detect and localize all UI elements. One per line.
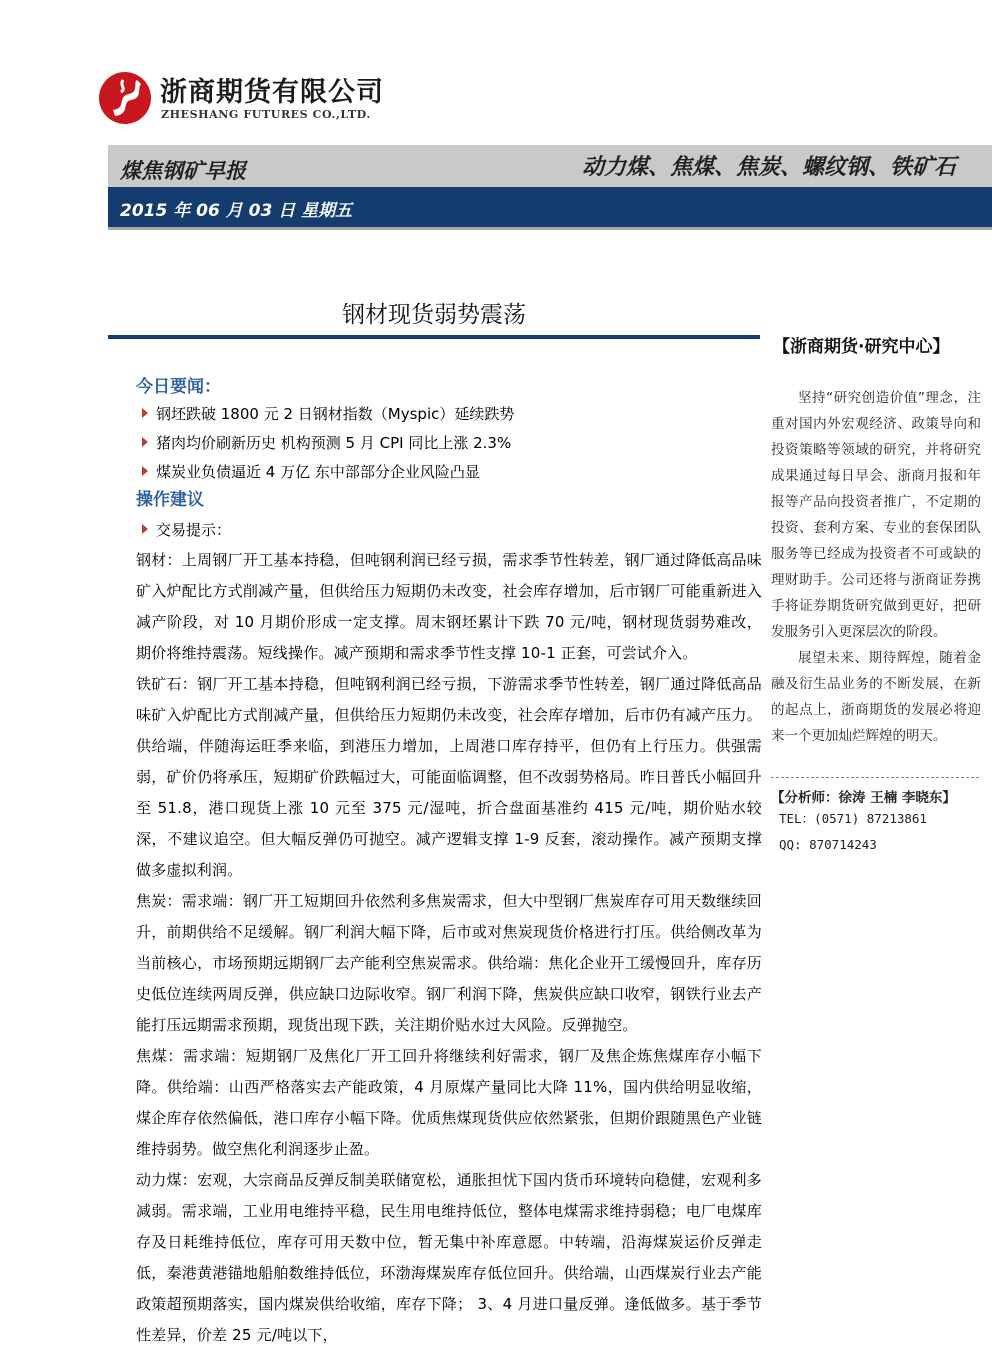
report-scope: 动力煤、焦煤、焦炭、螺纹钢、铁矿石 — [581, 155, 956, 180]
news-title: 今日要闻： — [136, 377, 221, 397]
company-logo-icon — [97, 70, 153, 126]
company-name-en: ZHESHANG FUTURES CO.,LTD. — [161, 108, 371, 121]
contact-tel: TEL：(0571) 87213861 — [779, 811, 927, 826]
analyst-names: 【分析师：徐涛 王楠 李晓东】 — [771, 790, 956, 806]
advice-title: 操作建议 — [136, 490, 204, 510]
report-name: 煤焦钢矿早报 — [120, 159, 246, 183]
bullet-arrow-icon — [142, 408, 148, 418]
trade-hint — [136, 515, 762, 545]
sidebar-divider — [771, 777, 979, 778]
bullet-arrow-icon — [142, 437, 148, 447]
main-content — [136, 374, 762, 1351]
headline: 钢材现货弱势震荡 — [342, 302, 526, 328]
paragraph-coke: 焦炭：需求端：钢厂开工短期回升依然利多焦炭需求，但大中型钢厂焦炭库存可用天数继续回升，前期供给不足缓解。钢厂利润大幅下降，后市或对焦炭现货价格进行打压。供给侧改革为当前核心，市场预期远期钢厂去产能利空焦炭需求。供给端：焦化企业开工缓慢回升，库存历史低位连续两周反弹，供应缺口边际收窄。钢厂利润下降，焦炭供应缺口收窄，钢铁行业去产能打压远期需求预期，现货出现下跌，关注期价贴水过大风险。反弹抛空。 — [136, 892, 762, 1034]
sidebar-intro: 坚持“研究创造价值”理念，注重对国内外宏观经济、政策导向和投资策略等领域的研究，并将研究成果通过每日早会、浙商月报和年报等产品向投资者推广，不定期的投资、套利方案、专业的套保团队服务等已经成为投资者不可或缺的理财助手。公司还将与浙商证券携手将证券期货研究做到更好，把研发服务引入更深层次的阶段。 — [771, 390, 981, 640]
paragraph-iron-ore: 铁矿石：钢厂开工基本持稳，但吨钢利润已经亏损，下游需求季节性转差，钢厂通过降低高品味矿入炉配比方式削减产量，但供给压力短期仍未改变，社会库存增加，后市仍有减产压力。供给端，伴随海运旺季来临，到港压力增加，上周港口库存持平，但仍有上行压力。供强需弱，矿价仍将承压，短期矿价跌幅过大，可能面临调整，但不改弱势格局。昨日普氏小幅回升至 51.8，港口现货上涨 10 元至 375 元/湿吨，折合盘面基准约 415 元/吨，期价贴水较深，不建议追空。但大幅反弹仍可抛空。减产逻辑支撑 1-9 反套，滚动操作。减产预期支撑做多虚拟利润。 — [136, 675, 762, 879]
bullet-arrow-icon — [142, 466, 148, 476]
bullet-arrow-icon — [142, 524, 148, 534]
news-item — [136, 400, 762, 429]
header-band-shadow — [108, 227, 992, 230]
contact-qq: QQ: 870714243 — [779, 837, 877, 852]
paragraph-steel: 钢材：上周钢厂开工基本持稳，但吨钢利润已经亏损，需求季节性转差，钢厂通过降低高品味矿入炉配比方式削减产量，但供给压力短期仍未改变，社会库存增加，后市钢厂可能重新进入减产阶段，对 10 月期价形成一定支撑。周末钢坯累计下跌 70 元/吨，钢材现货弱势难改，期价将维持震荡。短线操作。减产预期和需求季节性支撑 10-1 正套，可尝试介入。 — [136, 551, 762, 662]
news-item — [136, 429, 762, 458]
sidebar-outlook: 展望未来、期待辉煌，随着金融及衍生品业务的不断发展，在新的起点上，浙商期货的发展必将迎来一个更加灿烂辉煌的明天。 — [771, 650, 981, 744]
report-date: 2015 年 06 月 03 日 星期五 — [120, 201, 353, 221]
company-name-cn: 浙商期货有限公司 — [160, 77, 384, 108]
paragraph-coking-coal: 焦煤：需求端：短期钢厂及焦化厂开工回升将继续利好需求，钢厂及焦企炼焦煤库存小幅下降。供给端：山西严格落实去产能政策，4 月原煤产量同比大降 11%，国内供给明显收缩，煤企库存依然偏低，港口库存小幅下降。优质焦煤现货供应依然紧张，但期价跟随黑色产业链维持弱势。做空焦化利润逐步止盈。 — [136, 1047, 762, 1158]
news-item-text: 猪肉均价刷新历史 机构预测 5 月 CPI 同比上涨 2.3% — [156, 434, 512, 452]
news-item — [136, 458, 762, 487]
news-item-text: 钢坯跌破 1800 元 2 日钢材指数（Myspic）延续跌势 — [156, 405, 515, 423]
news-item-text: 煤炭业负债逼近 4 万亿 东中部部分企业风险凸显 — [156, 463, 480, 481]
sidebar-title: 【浙商期货·研究中心】 — [773, 337, 950, 357]
paragraph-thermal-coal: 动力煤：宏观，大宗商品反弹反制美联储宽松，通胀担忧下国内货币环境转向稳健，宏观利多减弱。需求端，工业用电维持平稳，民生用电维持低位，整体电煤需求维持弱稳；电厂电煤库存及日耗维持低位，库存可用天数中位，暂无集中补库意愿。中转端，沿海煤炭运价反弹走低，秦港黄港锚地船舶数维持低位，环渤海煤炭库存低位回升。供给端，山西煤炭行业去产能政策超预期落实，国内煤炭供给收缩，库存下降； 3、4 月进口量反弹。逢低做多。基于季节性差异，价差 25 元/吨以下， — [136, 1171, 762, 1344]
trade-hint-text: 交易提示： — [156, 521, 232, 539]
headline-rule — [108, 335, 760, 339]
sidebar — [771, 332, 981, 858]
